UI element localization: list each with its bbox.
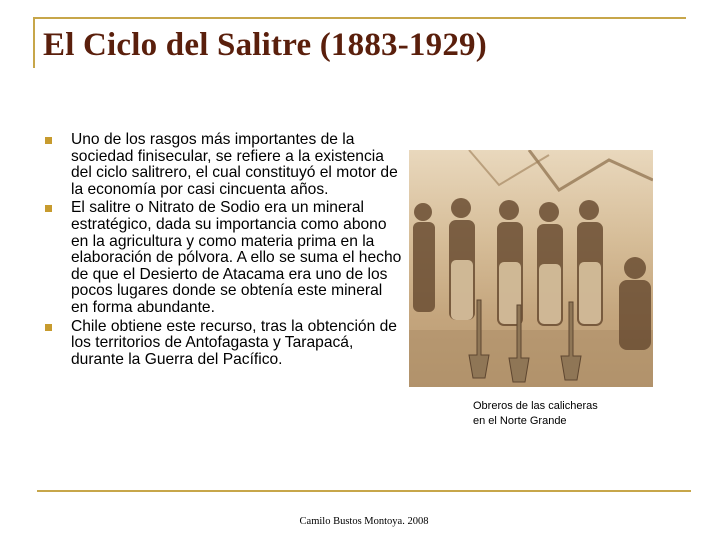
photo-caption — [473, 399, 598, 429]
square-bullet-icon — [45, 324, 52, 331]
footer-credit: Camilo Bustos Montoya. 2008 — [299, 516, 429, 527]
footer-rule — [37, 490, 691, 492]
bullet-text: El salitre o Nitrato de Sodio era un mineral estratégico, dada su importancia como abono en la agricultura y como materia prima en la elaboración de pólvora. A ello se suma el hecho de que el Desierto de Atacama era uno de los pocos lugares donde se obtenía este mineral en forma abundante. — [71, 199, 402, 316]
bullet-text: Chile obtiene este recurso, tras la obtención de los territorios de Antofagasta y Tarapacá, durante la Guerra del Pacífico. — [71, 317, 397, 368]
square-bullet-icon — [45, 137, 52, 144]
caption-line: Obreros de las calicheras — [473, 400, 598, 412]
workers-photo — [409, 150, 653, 387]
bullet-item — [43, 319, 403, 369]
workers-photo-illustration — [409, 150, 653, 387]
square-bullet-icon — [45, 205, 52, 212]
bullet-list — [43, 132, 403, 370]
frame-corner-vertical — [33, 17, 35, 68]
caption-line: en el Norte Grande — [473, 415, 567, 427]
bullet-item — [43, 132, 403, 198]
bullet-item — [43, 200, 403, 316]
frame-top-rule — [33, 17, 686, 19]
bullet-text: Uno de los rasgos más importantes de la sociedad finisecular, se refiere a la existencia del ciclo salitrero, el cual constituyó el motor de la economía por casi cincuenta años. — [71, 131, 398, 198]
slide-title: El Ciclo del Salitre (1883-1929) — [43, 27, 487, 63]
